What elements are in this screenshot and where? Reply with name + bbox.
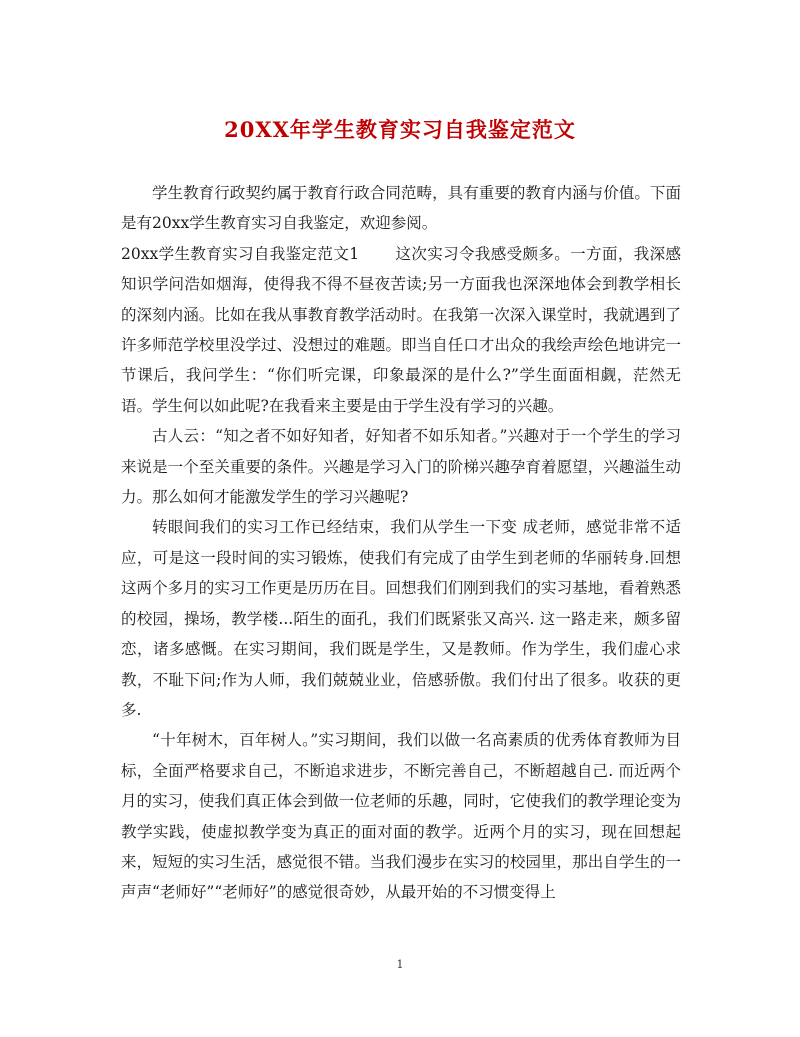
intro-paragraph: 学生教育行政契约属于教育行政合同范畴，具有重要的教育内涵与价值。下面是有20xx学生教育实习自我鉴定，欢迎参阅。 bbox=[121, 184, 681, 233]
section-paragraph bbox=[121, 239, 681, 421]
document-title: 20XX年学生教育实习自我鉴定范文 bbox=[224, 117, 576, 142]
page-number: 1 bbox=[396, 958, 404, 971]
section-text: 这次实习令我感受颇多。一方面，我深感知识学问浩如烟海，使得我不得不昼夜苦读;另一方面我也深深地体会到教学相长的深刻内涵。比如在我从事教育教学活动时。在我第一次深入课堂时，我就遇到了许多师范学校里没学过、没想过的难题。即当自任口才出众的我绘声绘色地讲完一节课后，我问学生：“你们听完课，印象最深的是什么?”学生面面相觑，茫然无语。学生何以如此呢?在我看来主要是由于学生没有学习的兴趣。 bbox=[121, 244, 681, 415]
document-body bbox=[121, 178, 681, 908]
body-paragraph-1: 古人云：“知之者不如好知者，好知者不如乐知者。”兴趣对于一个学生的学习来说是一个至关重要的条件。兴趣是学习入门的阶梯兴趣孕育着愿望，兴趣溢生动力。那么如何才能激发学生的学习兴趣呢? bbox=[121, 427, 681, 507]
body-paragraph-3: “十年树木，百年树人。”实习期间，我们以做一名高素质的优秀体育教师为目标，全面严格要求自己，不断追求进步，不断完善自己，不断超越自己. 而近两个月的实习，使我们真正体会到做一位老师的乐趣，同时，它使我们的教学理论变为教学实践，使虚拟教学变为真正的面对面的教学。近两个月的实习，现在回想起来，短短的实习生活，感觉很不错。当我们漫步在实习的校园里，那出自学生的一声声“老师好”“老师好”的感觉很奇妙，从最开始的不习惯变得上 bbox=[121, 731, 681, 902]
section-label: 20xx学生教育实习自我鉴定范文1 bbox=[121, 244, 360, 263]
body-paragraph-2: 转眼间我们的实习工作已经结束，我们从学生一下变 成老师，感觉非常不适应，可是这一段时间的实习锻炼，使我们有完成了由学生到老师的华丽转身.回想这两个多月的实习工作更是历历在目。回想我们们刚到我们的实习基地，看着熟悉的校园，操场，教学楼...陌生的面孔，我们们既紧张又高兴. 这一路走来，颇多留恋，诸多感慨。在实习期间，我们既是学生，又是教师。作为学生，我们虚心求教，不耻下问;作为人师，我们兢兢业业，倍感骄傲。我们付出了很多。收获的更多. bbox=[121, 518, 681, 719]
